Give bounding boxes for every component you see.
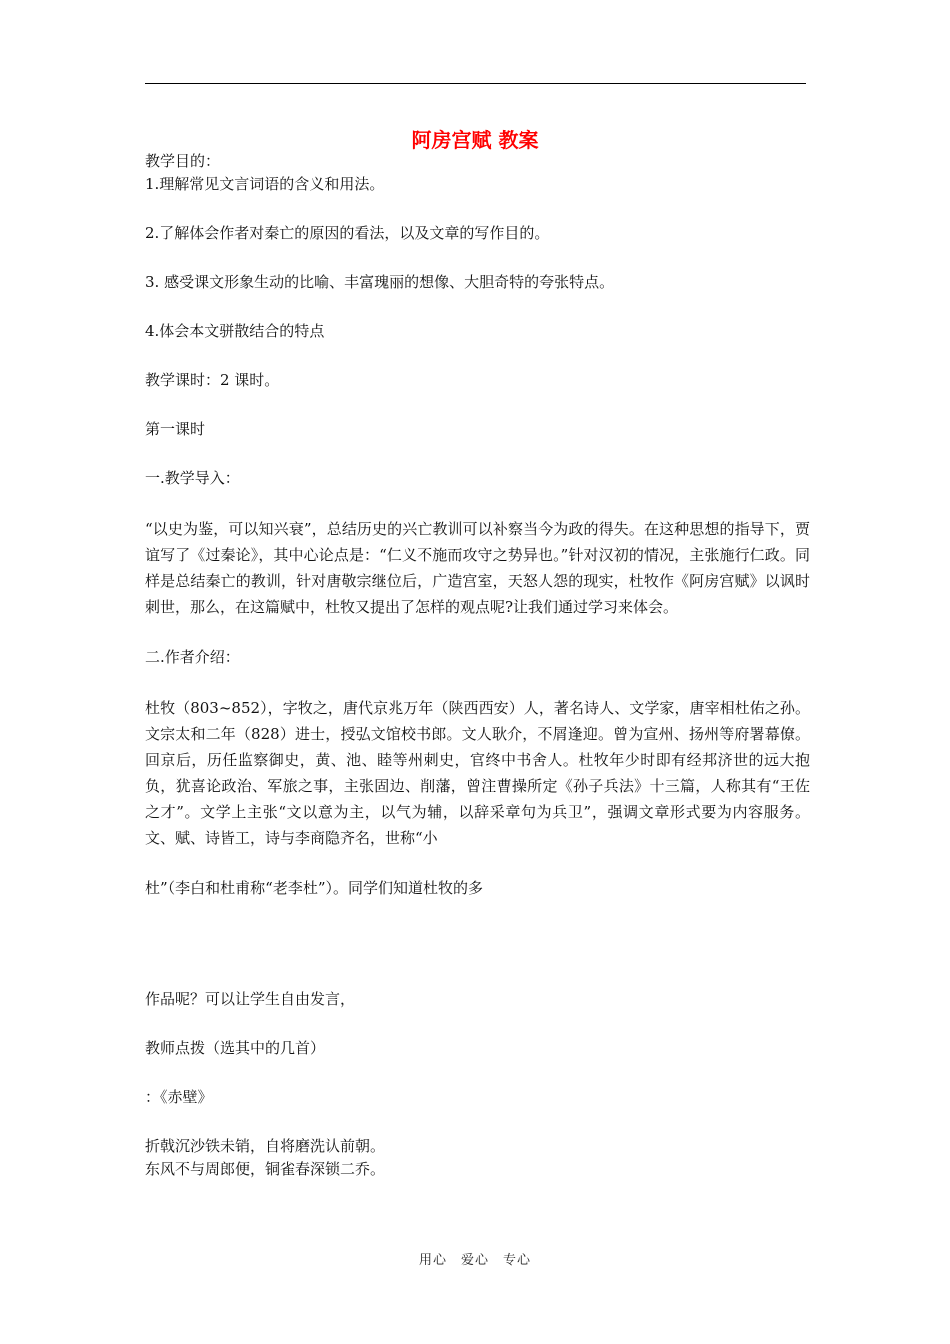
page-footer: 用心 爱心 专心 bbox=[418, 1253, 531, 1268]
section-heading-intro: 一.教学导入： bbox=[145, 469, 240, 487]
header-rule bbox=[145, 83, 806, 84]
author-paragraph: 杜牧（803~852），字牧之，唐代京兆万年（陕西西安）人，著名诗人、文学家，唐宰相杜佑之孙。文宗太和二年（828）进士，授弘文馆校书郎。文人耿介，不屑逢迎。曾为宣州、扬州等府署幕僚。回京后，历任监察御史，黄、池、睦等州刺史，官终中书舍人。杜牧年少时即有经邦济世的远大抱负，犹喜论政治、军旅之事，主张固边、削藩，曾注曹操所定《孙子兵法》十三篇，人称其有“王佐之才”。文学上主张“文以意为主，以气为辅，以辞采章句为兵卫”，强调文章形式要为内容服务。文、赋、诗皆工，诗与李商隐齐名，世称“小 bbox=[145, 699, 810, 847]
objective-item: 1.理解常见文言词语的含义和用法。 bbox=[145, 175, 385, 193]
document-body bbox=[145, 150, 810, 1181]
objective-item: 3. 感受课文形象生动的比喻、丰富瑰丽的想像、大胆奇特的夸张特点。 bbox=[145, 273, 615, 291]
objective-item: 2.了解体会作者对秦亡的原因的看法，以及文章的写作目的。 bbox=[145, 224, 550, 242]
works-question: 作品呢？可以让学生自由发言， bbox=[145, 990, 356, 1008]
objective-item: 4.体会本文骈散结合的特点 bbox=[145, 322, 325, 340]
document-title: 阿房宫赋 教案 bbox=[411, 128, 539, 152]
poem-line: 东风不与周郎便，铜雀春深锁二乔。 bbox=[145, 1160, 386, 1178]
section-heading-author: 二.作者介绍： bbox=[145, 648, 240, 666]
objectives-heading: 教学目的： bbox=[145, 152, 221, 170]
author-paragraph-continued: 杜”（李白和杜甫称“老李杜”）。同学们知道杜牧的多 bbox=[145, 879, 484, 897]
class-hours: 教学课时：2 课时。 bbox=[145, 371, 280, 389]
poem-line: 折戟沉沙铁未销，自将磨洗认前朝。 bbox=[145, 1137, 386, 1155]
intro-paragraph: “以史为鉴，可以知兴衰”，总结历史的兴亡教训可以补察当今为政的得失。在这种思想的指导下，贾谊写了《过秦论》，其中心论点是：“仁义不施而攻守之势异也。”针对汉初的情况，主张施行仁政。同样是总结秦亡的教训，针对唐敬宗继位后，广造宫室，天怒人怨的现实，杜牧作《阿房宫赋》以讽时刺世，那么，在这篇赋中，杜牧又提出了怎样的观点呢?让我们通过学习来体会。 bbox=[145, 520, 810, 616]
teacher-note: 教师点拨（选其中的几首） bbox=[145, 1039, 326, 1057]
lesson-heading: 第一课时 bbox=[145, 420, 206, 438]
poem-title: ：《赤壁》 bbox=[145, 1088, 213, 1106]
